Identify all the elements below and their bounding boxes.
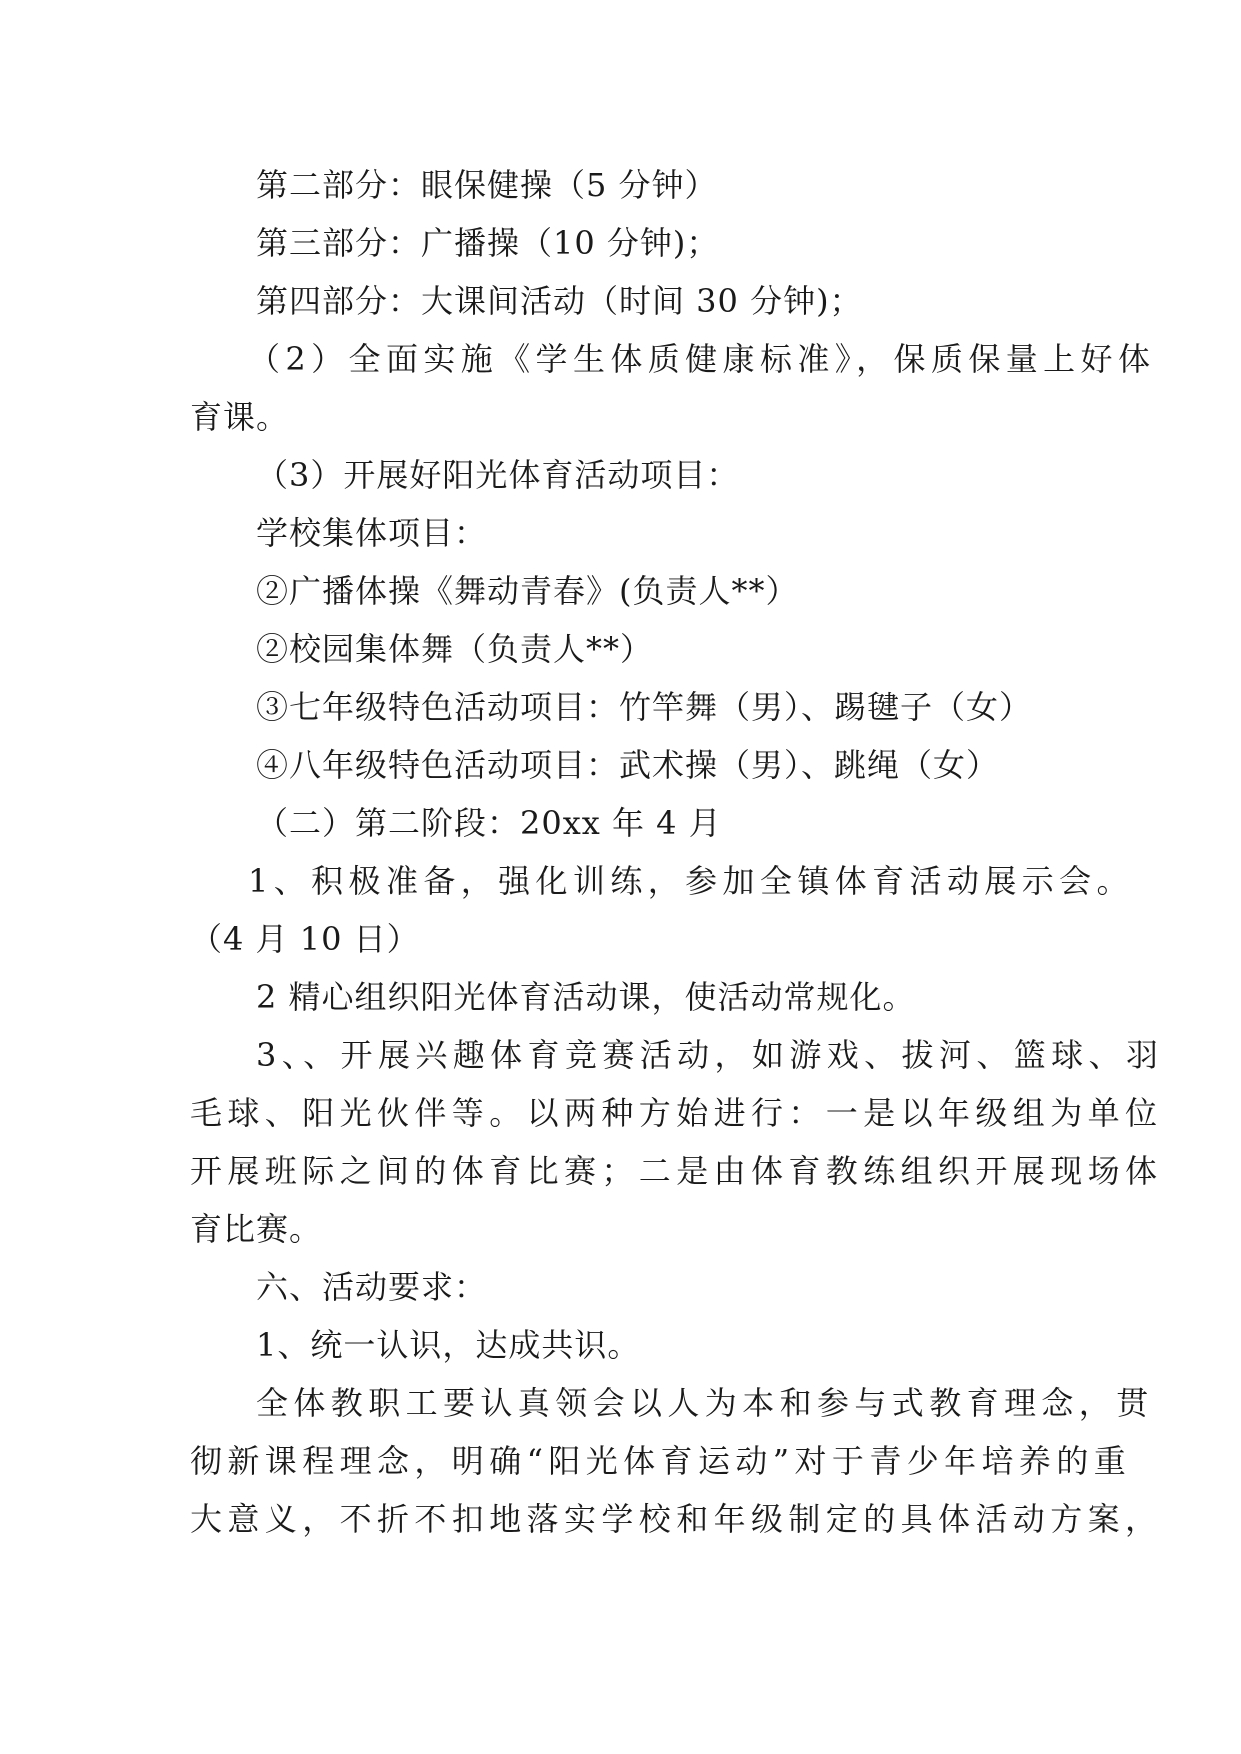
text-line: 彻新课程理念，明确“阳光体育运动”对于青少年培养的重 — [190, 1442, 1132, 1480]
text-line: 毛球、阳光伙伴等。以两种方始进行：一是以年级组为单位 — [190, 1094, 1163, 1132]
text-line: 大意义，不折不扣地落实学校和年级制定的具体活动方案， — [190, 1500, 1163, 1538]
text-line: 3、、开展兴趣体育竞赛活动，如游戏、拔河、篮球、羽 — [256, 1036, 1164, 1074]
text-line: 1、统一认识，达成共识。 — [256, 1326, 641, 1364]
text-line: ④八年级特色活动项目：武术操（男）、跳绳（女） — [256, 746, 1000, 784]
text-line: 开展班际之间的体育比赛；二是由体育教练组织开展现场体 — [190, 1152, 1163, 1190]
text-line: 第三部分：广播操（10 分钟)； — [256, 224, 720, 262]
text-line: ②校园集体舞（负责人**） — [256, 630, 654, 668]
text-line: 学校集体项目： — [256, 514, 488, 552]
text-line: ②广播体操《舞动青春》(负责人**） — [256, 572, 799, 610]
text-line: （二）第二阶段：20xx 年 4 月 — [256, 804, 722, 842]
text-line: 全体教职工要认真领会以人为本和参与式教育理念，贯 — [256, 1384, 1154, 1422]
text-line: 第二部分：眼保健操（5 分钟） — [256, 166, 718, 204]
text-line: （3）开展好阳光体育活动项目： — [256, 456, 740, 494]
text-line: 第四部分：大课间活动（时间 30 分钟)； — [256, 282, 863, 320]
text-line: 育比赛。 — [190, 1210, 323, 1248]
text-line: 1、积极准备，强化训练，参加全镇体育活动展示会。 — [248, 862, 1134, 900]
text-line: ③七年级特色活动项目：竹竿舞（男）、踢毽子（女） — [256, 688, 1033, 726]
text-line: （4 月 10 日） — [190, 920, 420, 958]
text-line: 育课。 — [190, 398, 290, 436]
text-line: （2）全面实施《学生体质健康标准》，保质保量上好体 — [248, 340, 1156, 378]
text-line: 六、活动要求： — [256, 1268, 488, 1306]
text-line: 2 精心组织阳光体育活动课，使活动常规化。 — [256, 978, 916, 1016]
